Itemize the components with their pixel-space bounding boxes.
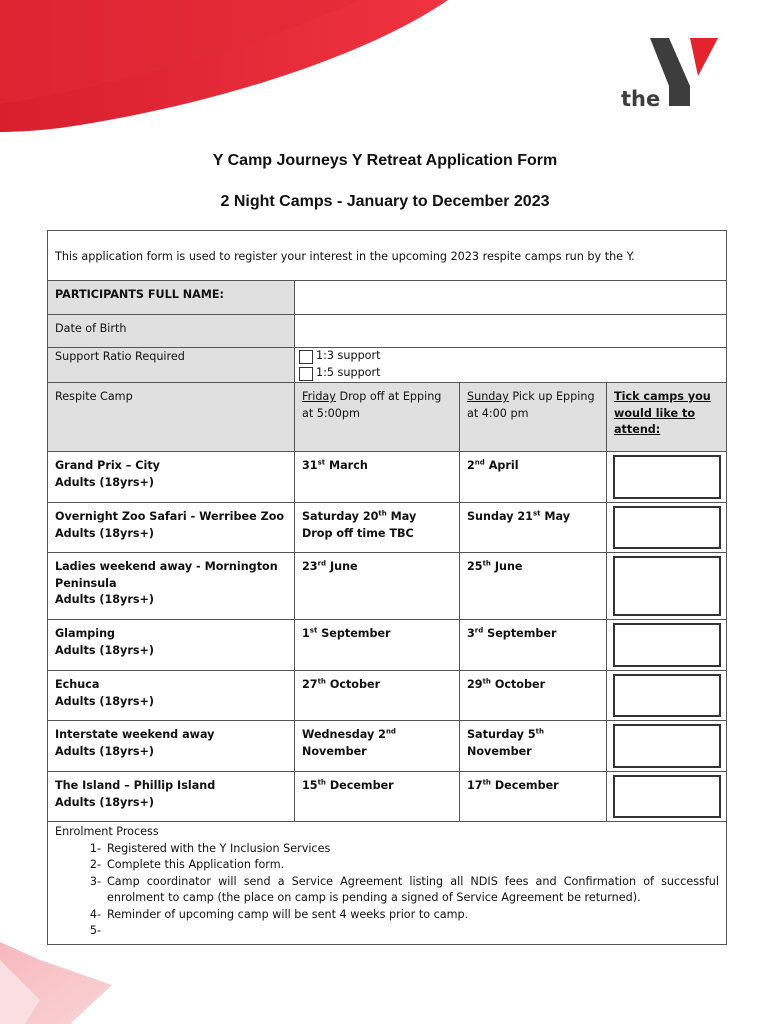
respite-camp-header: Respite Camp: [48, 383, 295, 452]
enrolment-step: [55, 874, 719, 907]
camp-name-cell: [48, 620, 295, 671]
camp-name: Glamping: [55, 627, 116, 640]
camp-row: [48, 620, 727, 671]
step-text: Complete this Application form.: [107, 858, 285, 871]
camp-row: [48, 721, 727, 772]
camp-name-cell: [48, 772, 295, 822]
y-logo: [618, 34, 722, 110]
camp-audience: Adults (18yrs+): [55, 795, 155, 809]
support-ratio-options: [295, 348, 727, 383]
checkbox-1-3[interactable]: [299, 350, 313, 364]
pickup-day: Sunday: [467, 390, 509, 403]
camp-end-date: [460, 671, 607, 721]
date-suffix: th: [482, 559, 491, 568]
date-day: 1: [302, 627, 310, 640]
camp-start-date: [295, 721, 460, 772]
date-month: April: [484, 459, 519, 472]
date-suffix: st: [317, 458, 326, 467]
camp-end-date: [460, 620, 607, 671]
application-form-table: [47, 230, 727, 945]
camp-name-cell: [48, 452, 295, 503]
camp-end-date: [460, 772, 607, 822]
tick-cell: [607, 772, 727, 822]
date-month: October: [490, 678, 546, 691]
camp-audience: Adults (18yrs+): [55, 526, 155, 540]
support-option-1-3[interactable]: [299, 348, 719, 365]
support-ratio-label: Support Ratio Required: [48, 348, 295, 383]
date-day: 29: [467, 678, 483, 691]
date-day: 15: [302, 779, 318, 792]
tick-cell: [607, 721, 727, 772]
camp-audience: Adults (18yrs+): [55, 643, 155, 657]
camp-name: Overnight Zoo Safari - Werribee Zoo: [55, 510, 285, 523]
date-day: 21: [517, 510, 533, 523]
date-day: 20: [362, 510, 379, 523]
date-day: 2: [378, 728, 386, 741]
camp-tick-box[interactable]: [613, 724, 721, 768]
camp-name: Ladies weekend away - Mornington Peninsula: [55, 560, 278, 590]
dropoff-header: [295, 383, 460, 452]
camp-audience: Adults (18yrs+): [55, 475, 155, 489]
dropoff-detail: Drop off at Epping at 5:00pm: [302, 390, 442, 420]
logo-text: the: [621, 87, 661, 110]
date-suffix: th: [317, 677, 326, 686]
tick-cell: [607, 553, 727, 620]
camp-audience: Adults (18yrs+): [55, 744, 155, 758]
date-month: December: [325, 779, 394, 792]
date-day: 25: [467, 560, 483, 573]
camp-tick-box[interactable]: [613, 775, 721, 818]
support-option-label: 1:5 support: [316, 366, 381, 380]
camp-tick-box[interactable]: [613, 623, 721, 667]
step-text: Registered with the Y Inclusion Services: [107, 841, 331, 855]
date-suffix: th: [317, 778, 326, 787]
date-suffix: th: [482, 778, 491, 787]
date-note: November: [302, 744, 367, 758]
date-month: May: [386, 510, 417, 523]
step-number: 5-: [89, 924, 101, 937]
participant-name-label: PARTICIPANTS FULL NAME:: [48, 281, 295, 315]
date-suffix: nd: [385, 727, 396, 736]
dob-field[interactable]: [295, 315, 727, 348]
form-title: Y Camp Journeys Y Retreat Application Form: [212, 152, 558, 169]
step-number: 3-: [89, 874, 101, 888]
date-suffix: th: [535, 727, 544, 736]
dob-label: Date of Birth: [48, 315, 295, 348]
tick-cell: [607, 620, 727, 671]
camp-tick-box[interactable]: [613, 556, 721, 616]
date-prefix: Saturday: [467, 728, 528, 741]
date-suffix: rd: [474, 626, 484, 635]
date-suffix: th: [378, 509, 387, 518]
enrolment-step: [55, 857, 719, 874]
enrolment-section: [48, 822, 727, 945]
enrolment-steps: [55, 841, 719, 940]
date-month: December: [490, 779, 559, 792]
date-prefix: Wednesday: [302, 728, 379, 741]
camp-tick-box[interactable]: [613, 674, 721, 717]
camp-name-cell: [48, 671, 295, 721]
date-day: 17: [467, 779, 483, 792]
camp-name-cell: [48, 553, 295, 620]
camp-start-date: [295, 671, 460, 721]
date-month: June: [326, 560, 358, 573]
date-suffix: rd: [317, 559, 327, 568]
camp-row: [48, 671, 727, 721]
checkbox-1-5[interactable]: [299, 367, 313, 381]
tick-camps-header: Tick camps you would like to attend:: [607, 383, 727, 452]
camp-start-date: [295, 620, 460, 671]
date-suffix: nd: [474, 458, 485, 467]
camp-row: [48, 503, 727, 553]
date-suffix: st: [309, 626, 318, 635]
camp-tick-box[interactable]: [613, 506, 721, 549]
camp-row: [48, 772, 727, 822]
step-text: Reminder of upcoming camp will be sent 4 weeks prior to camp.: [107, 907, 469, 921]
camp-end-date: [460, 553, 607, 620]
date-day: 23: [302, 560, 318, 573]
step-number: 1-: [89, 841, 101, 855]
date-day: 3: [467, 627, 475, 640]
camp-row: [48, 452, 727, 503]
dropoff-day: Friday: [302, 390, 336, 403]
date-day: 31: [302, 459, 318, 472]
camp-audience: Adults (18yrs+): [55, 694, 155, 708]
date-day: 5: [527, 728, 536, 741]
enrolment-step: [55, 923, 719, 940]
date-month: September: [483, 627, 557, 640]
tick-cell: [607, 671, 727, 721]
date-suffix: st: [532, 509, 541, 518]
camp-end-date: [460, 452, 607, 503]
camp-rows: [48, 452, 727, 822]
camp-start-date: [295, 553, 460, 620]
camp-start-date: [295, 503, 460, 553]
enrolment-heading: Enrolment Process: [55, 825, 159, 838]
participant-name-field[interactable]: [295, 281, 727, 315]
camp-audience: Adults (18yrs+): [55, 593, 155, 606]
form-subtitle: 2 Night Camps - January to December 2023: [220, 193, 550, 210]
camp-start-date: [295, 452, 460, 503]
camp-start-date: [295, 772, 460, 822]
support-option-label: 1:3 support: [316, 349, 381, 363]
date-month: June: [490, 560, 523, 573]
camp-tick-box[interactable]: [613, 455, 721, 499]
step-text: [107, 923, 719, 940]
date-month: March: [325, 459, 368, 472]
date-note: November: [467, 744, 532, 758]
enrolment-step: [55, 907, 719, 924]
support-option-1-5[interactable]: [299, 365, 719, 382]
date-day: 27: [302, 678, 318, 691]
camp-name-cell: [48, 503, 295, 553]
tick-cell: [607, 452, 727, 503]
camp-end-date: [460, 503, 607, 553]
date-note: Drop off time TBC: [302, 526, 414, 540]
camp-name: Interstate weekend away: [55, 728, 215, 741]
date-prefix: Saturday: [302, 510, 363, 523]
camp-name-cell: [48, 721, 295, 772]
intro-text: This application form is used to register your interest in the upcoming 2023 respite camps run by the Y.: [48, 231, 727, 281]
date-prefix: Sunday: [467, 510, 518, 523]
step-number: 4-: [89, 907, 101, 921]
date-month: May: [540, 510, 571, 523]
camp-name: Echuca: [55, 678, 100, 691]
date-day: 2: [467, 459, 475, 472]
camp-row: [48, 553, 727, 620]
date-month: October: [325, 678, 381, 691]
step-text: Camp coordinator will send a Service Agreement listing all NDIS fees and Confirmation of successful enrolment to camp (the place on camp is pending a signed of Service Agreement be returned).: [107, 874, 719, 904]
date-month: September: [317, 627, 391, 640]
date-suffix: th: [482, 677, 491, 686]
pickup-header: [460, 383, 607, 452]
camp-end-date: [460, 721, 607, 772]
tick-cell: [607, 503, 727, 553]
step-number: 2-: [89, 858, 101, 871]
camp-name: Grand Prix – City: [55, 459, 160, 472]
pickup-detail: Pick up Epping at 4:00 pm: [467, 390, 595, 420]
enrolment-step: [55, 841, 719, 858]
camp-name: The Island – Phillip Island: [55, 779, 216, 792]
